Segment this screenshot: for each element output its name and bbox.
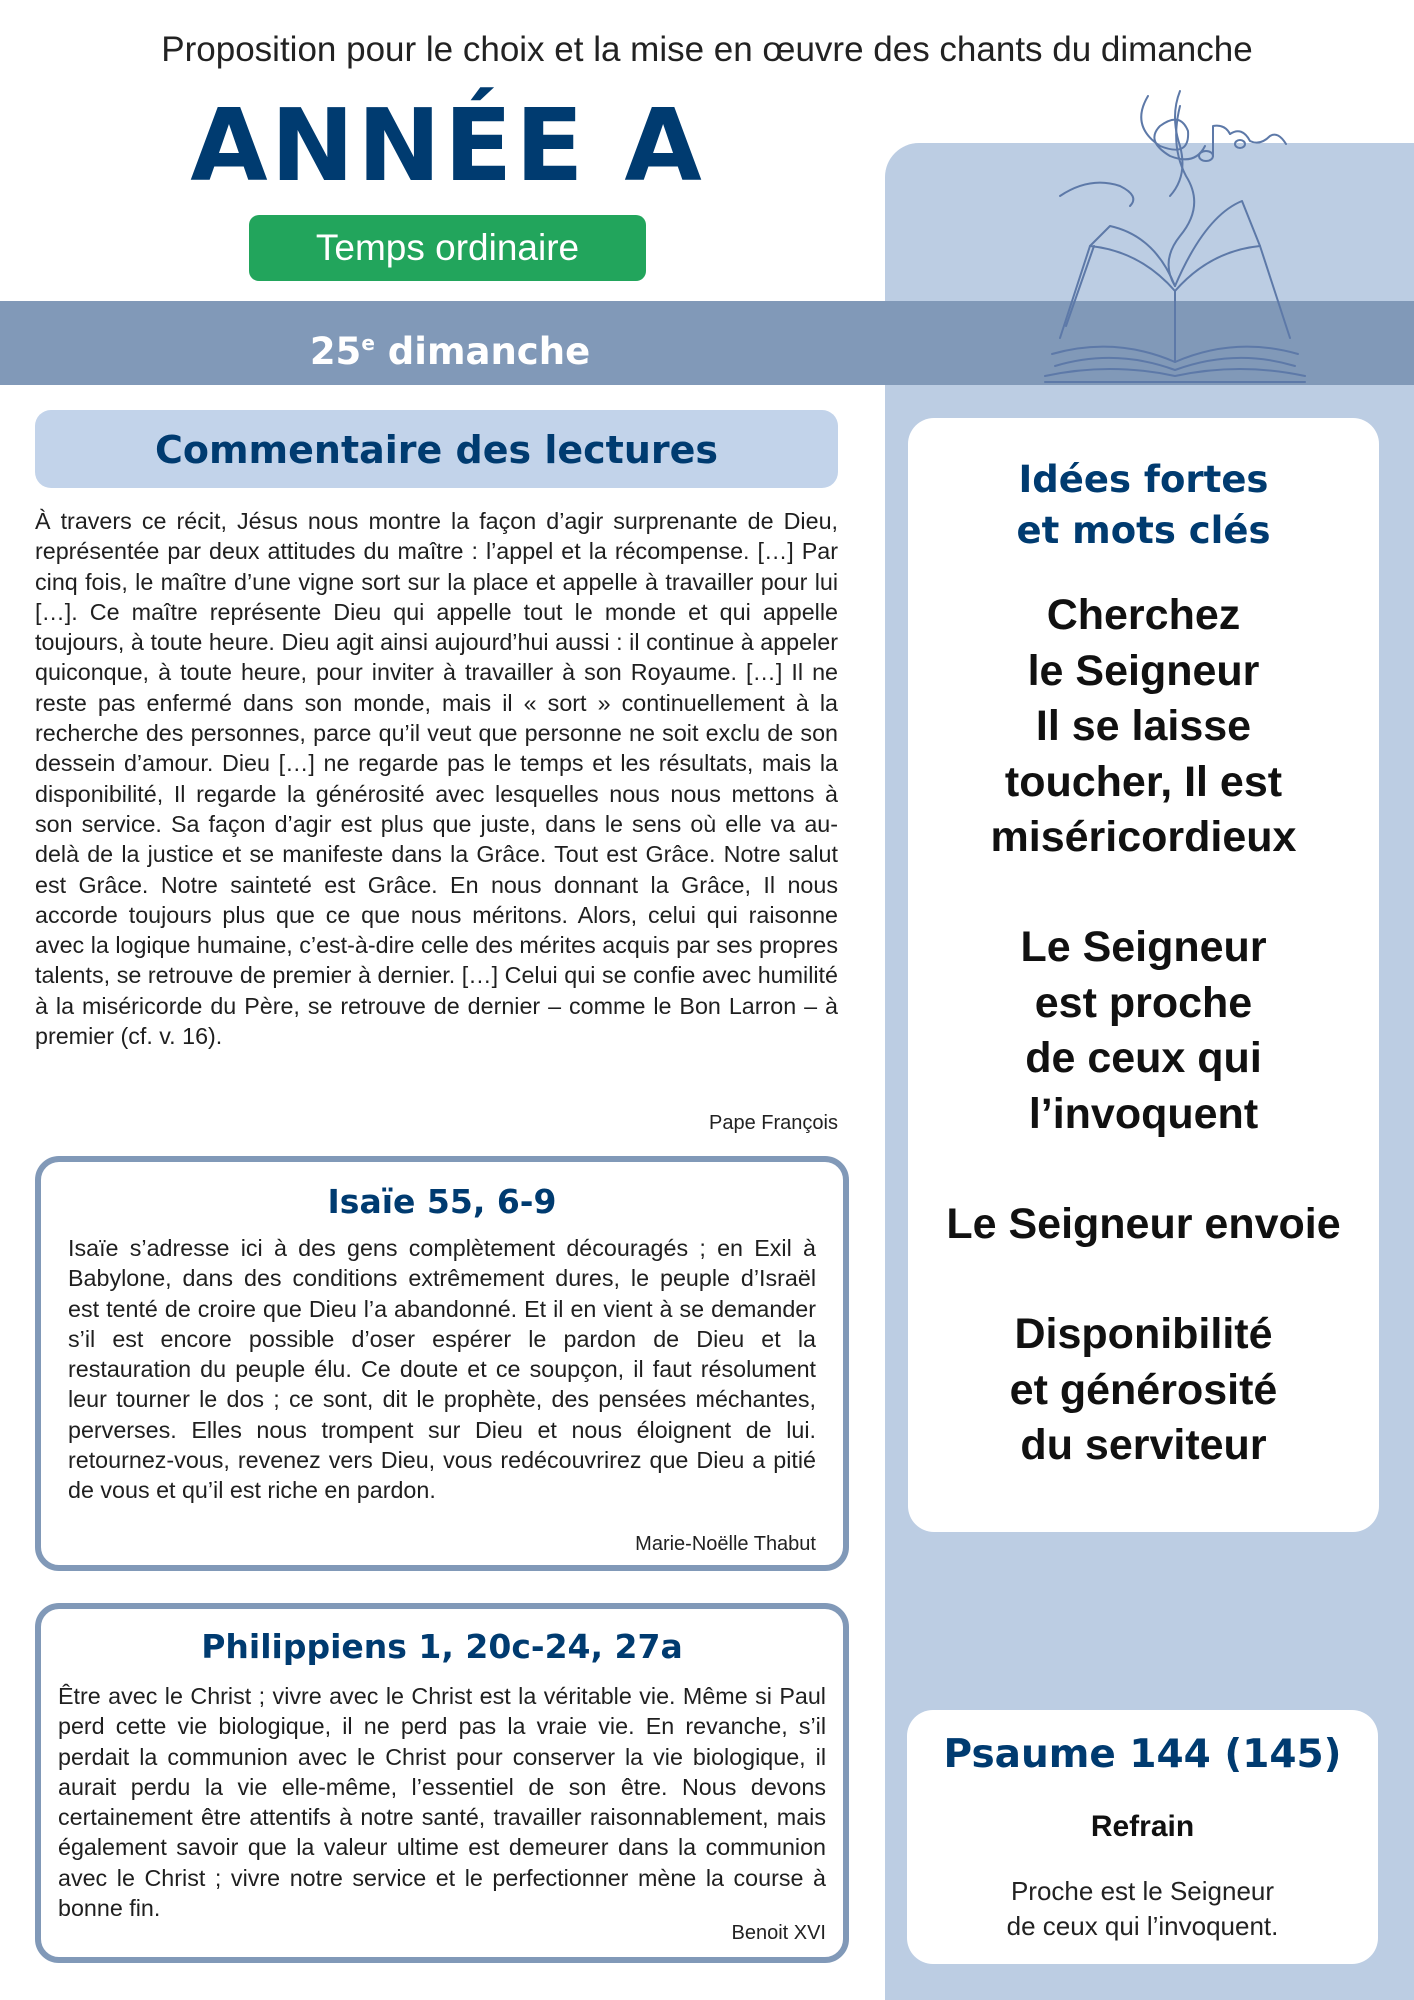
philippiens-reading-box [35,1603,849,1963]
philippiens-author: Benoit XVI [731,1922,826,1944]
commentaire-author: Pape François [709,1112,838,1134]
refrain-text: Proche est le Seigneur de ceux qui l’invoquent. [1006,1876,1279,1941]
sunday-number: 25 [309,330,362,373]
sunday-title [200,301,700,385]
idea-item: Le Seigneur est proche de ceux qui l’invoquent [1020,923,1267,1138]
idea-item: Disponibilité et générosité du serviteur [1009,1310,1278,1469]
year-title: ANNÉE A [190,87,705,204]
ideas-title: Idées fortes et mots clés [1016,458,1271,552]
sunday-ordinal-suffix: e [361,331,375,355]
commentaire-heading: Commentaire des lectures [35,410,838,488]
page-subtitle: Proposition pour le choix et la mise en œuvre des chants du dimanche [161,30,1253,69]
isaie-text: Isaïe s’adresse ici à des gens complètement découragés ; en Exil à Babylone, dans des conditions extrêmement dures, le peuple d’Israël est tenté de croire que Dieu l’a abandonné. Et il en vient à se demander s’il est encore possible d’oser espérer le pardon de Dieu et la restauration du peuple élu. Ce doute et ce soupçon, il faut résolument leur tourner le dos ; ce sont, dit le prophète, des pensées méchantes, perverses. Elles nous trompent sur Dieu et nous éloignent de lui. retournez-vous, revenez vers Dieu, vous redécouvrirez que Dieu a pitié de vous et qu’il est riche en pardon. [68,1235,816,1504]
isaie-title: Isaïe 55, 6-9 [327,1182,557,1221]
commentaire-text: À travers ce récit, Jésus nous montre la façon d’agir surprenante de Dieu, représentée par deux attitudes du maître : l’appel et la récompense. […] Par cinq fois, le maître d’une vigne sort sur la place et appelle à travailler pour lui […]. Ce maître représente Dieu qui appelle tout le monde et qui appelle toujours, à toute heure. Dieu agit ainsi aujourd’hui aussi : il continue à appeler quiconque, à toute heure, pour inviter à travailler à son Royaume. […] Il ne reste pas enfermé dans son monde, mais il « sort » continuellement à la recherche des personnes, parce qu’il veut que personne ne soit exclu de son dessein d’amour. Dieu […] ne regarde pas le temps et les résultats, mais la disponibilité, Il regarde la générosité avec lesquelles nous nous mettons à son service. Sa façon d’agir est plus que juste, dans le sens où elle va au-delà de la justice et se manifeste dans la Grâce. Tout est Grâce. Notre salut est Grâce. Notre sainteté est Grâce. En nous donnant la Grâce, Il nous accorde toujours plus que ce que nous méritons. Alors, celui qui raisonne avec la logique humaine, c’est-à-dire celle des mérites acquis par ses propres talents, se retrouve de premier à dernier. […] Celui qui se confie avec humilité à la miséricorde du Père, se retrouve de dernier – comme le Bon Larron – à premier (cf. v. 16). [35,508,838,1050]
philippiens-title: Philippiens 1, 20c-24, 27a [201,1627,683,1666]
psalm-card [907,1710,1378,1964]
idea-item: Cherchez le Seigneur Il se laisse toucher, Il est miséricordieux [990,591,1297,861]
idea-item: Le Seigneur envoie [946,1200,1341,1248]
open-book-music-illustration [1030,86,1320,386]
sunday-label: dimanche [374,330,591,373]
philippiens-text: Être avec le Christ ; vivre avec le Christ est la véritable vie. Même si Paul perd cette vie biologique, il ne perd pas la vraie vie. En revanche, s’il perdait la communion avec le Christ pour conserver la vie biologique, il aurait perdu la vie elle-même, l’essentiel de son être. Nous devons certainement être attentifs à notre santé, travailler raisonnablement, mais également savoir que la valeur ultime est demeurer dans la communion avec le Christ ; vivre notre service et le perfectionner mène la course à bonne fin. [58,1683,826,1922]
ideas-card [908,418,1379,1532]
psalm-title: Psaume 144 (145) [943,1732,1342,1777]
season-badge: Temps ordinaire [249,215,646,281]
refrain-label: Refrain [1090,1810,1195,1843]
isaie-author: Marie-Noëlle Thabut [635,1533,816,1555]
isaie-reading-box [35,1156,849,1571]
